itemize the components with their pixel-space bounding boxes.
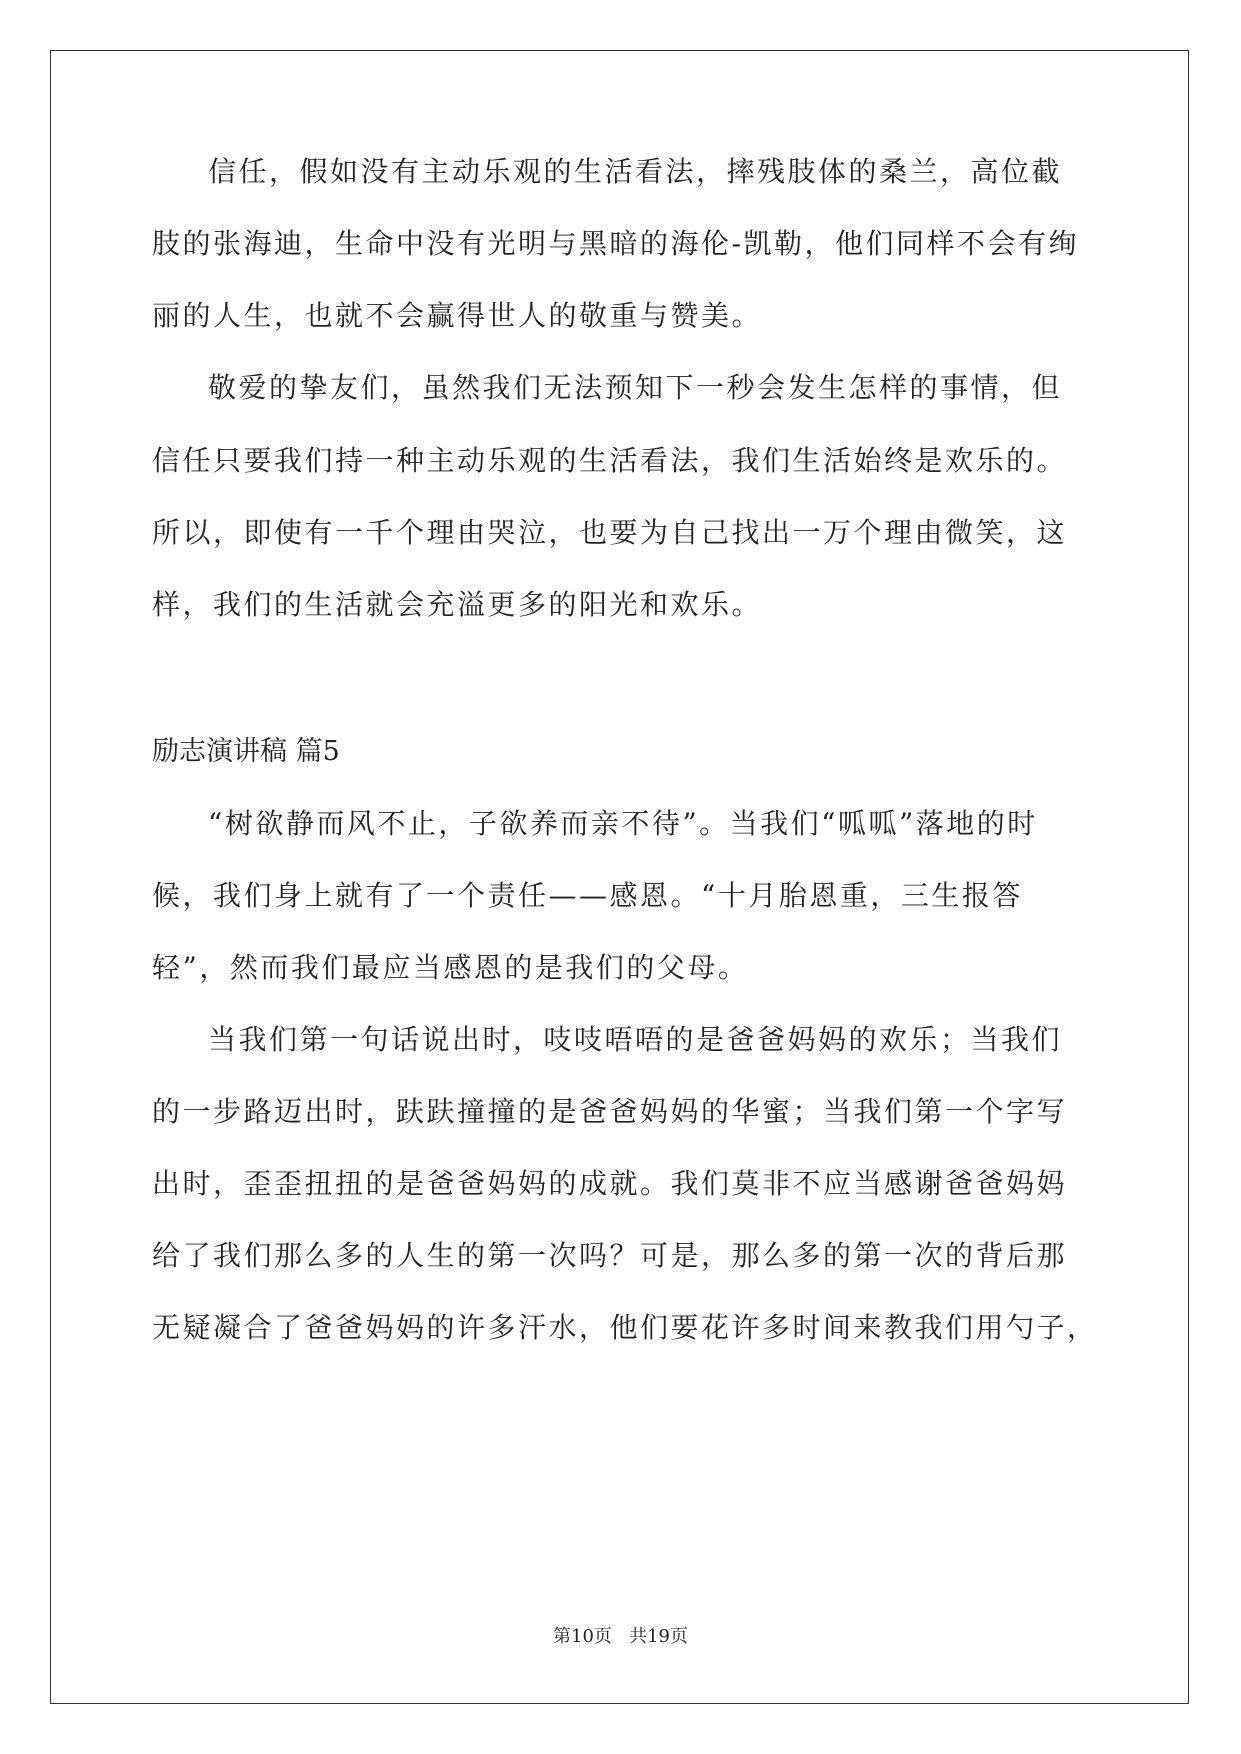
paragraph-line: 轻”，然而我们最应当感恩的是我们的父母。 [152, 951, 749, 984]
page-footer [0, 1625, 1241, 1649]
paragraph-line: 样，我们的生活就会充溢更多的阳光和欢乐。 [152, 588, 763, 621]
page-total: 共19页 [629, 1626, 688, 1647]
paragraph-line: 信任，假如没有主动乐观的生活看法，摔残肢体的桑兰，高位截 [208, 155, 1063, 188]
page-number: 第10页 [553, 1626, 612, 1647]
paragraph-line: 信任只要我们持一种主动乐观的生活看法，我们生活始终是欢乐的。 [152, 444, 1068, 477]
paragraph-line: 给了我们那么多的人生的第一次吗？可是，那么多的第一次的背后那 [152, 1239, 1068, 1272]
paragraph-line: 候，我们身上就有了一个责任——感恩。“十月胎恩重，三生报答 [152, 879, 1023, 912]
paragraph-line: 肢的张海迪，生命中没有光明与黑暗的海伦-凯勒，他们同样不会有绚 [152, 227, 1079, 260]
section-heading: 励志演讲稿 篇5 [152, 736, 340, 767]
paragraph-line: 的一步路迈出时，趺趺撞撞的是爸爸妈妈的华蜜；当我们第一个字写 [152, 1095, 1068, 1128]
paragraph-line: 所以，即使有一千个理由哭泣，也要为自己找出一万个理由微笑，这 [152, 516, 1068, 549]
paragraph-line: 当我们第一句话说出时，吱吱唔唔的是爸爸妈妈的欢乐；当我们 [208, 1023, 1063, 1056]
paragraph-line: 出时，歪歪扭扭的是爸爸妈妈的成就。我们莫非不应当感谢爸爸妈妈 [152, 1167, 1068, 1200]
paragraph-line: 丽的人生，也就不会赢得世人的敬重与赞美。 [152, 299, 763, 332]
paragraph-line: 无疑凝合了爸爸妈妈的许多汗水，他们要花许多时间来教我们用勺子， [152, 1311, 1098, 1344]
paragraph-line: 敬爱的挚友们，虽然我们无法预知下一秒会发生怎样的事情，但 [208, 371, 1063, 404]
paragraph-line: “树欲静而风不止，子欲养而亲不待”。当我们“呱呱”落地的时 [208, 807, 1038, 840]
